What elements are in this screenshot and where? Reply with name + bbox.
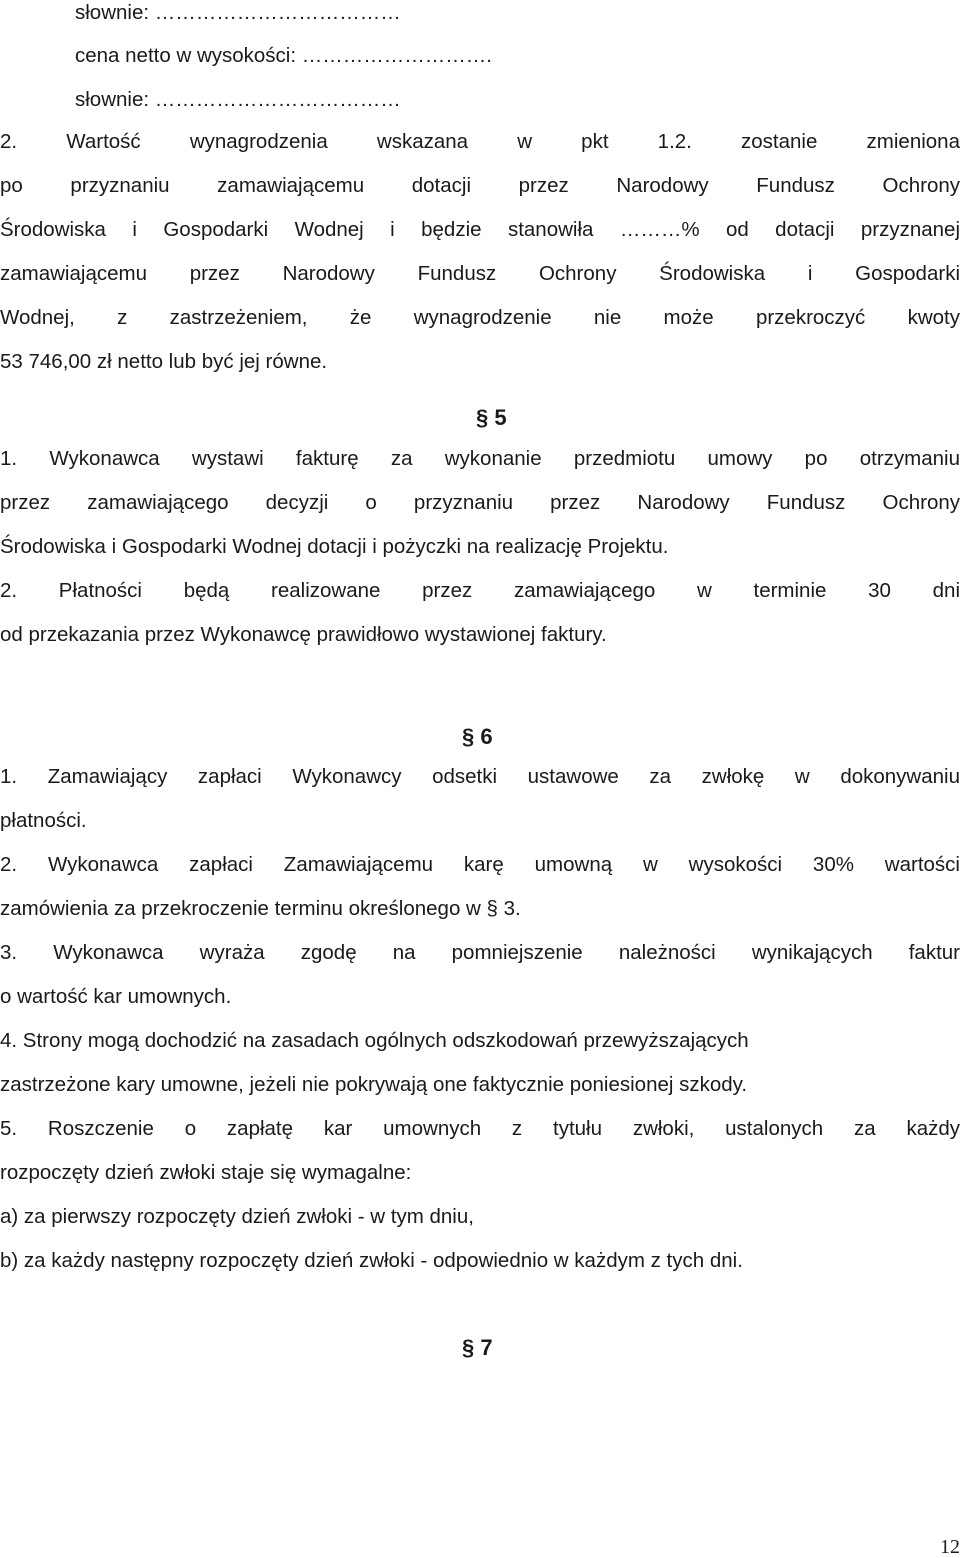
paragraph-line: przez zamawiającego decyzji o przyznaniu przez Narodowy Fundusz Ochrony	[0, 491, 960, 514]
paragraph-line: Wodnej, z zastrzeżeniem, że wynagrodzenie nie może przekroczyć kwoty	[0, 306, 960, 329]
page-number: 12	[940, 1536, 960, 1558]
paragraph-line: 1. Wykonawca wystawi fakturę za wykonanie przedmiotu umowy po otrzymaniu	[0, 447, 960, 470]
paragraph-line: 2. Wartość wynagrodzenia wskazana w pkt 1.2. zostanie zmieniona	[0, 130, 960, 153]
paragraph-line: 3. Wykonawca wyraża zgodę na pomniejszenie należności wynikających faktur	[0, 941, 960, 964]
list-item: b) za każdy następny rozpoczęty dzień zwłoki - odpowiednio w każdym z tych dni.	[0, 1249, 743, 1272]
section-heading: § 5	[476, 405, 507, 430]
paragraph-line: płatności.	[0, 809, 87, 832]
list-item: a) za pierwszy rozpoczęty dzień zwłoki - w tym dniu,	[0, 1205, 474, 1228]
net-price-words-line: słownie: ………………………………	[75, 88, 401, 111]
paragraph-line: zastrzeżone kary umowne, jeżeli nie pokrywają one faktycznie poniesionej szkody.	[0, 1073, 748, 1096]
paragraph-line: o wartość kar umownych.	[0, 985, 232, 1008]
paragraph-line: 2. Płatności będą realizowane przez zamawiającego w terminie 30 dni	[0, 579, 960, 602]
paragraph-line: od przekazania przez Wykonawcę prawidłowo wystawionej faktury.	[0, 623, 607, 646]
section-heading: § 6	[462, 724, 493, 749]
paragraph-line: zamówienia za przekroczenie terminu określonego w § 3.	[0, 897, 521, 920]
paragraph-line: zamawiającemu przez Narodowy Fundusz Ochrony Środowiska i Gospodarki	[0, 262, 960, 285]
net-price-line: cena netto w wysokości: ……………………….	[75, 44, 492, 67]
paragraph-line: Środowiska i Gospodarki Wodnej i będzie stanowiła ………% od dotacji przyznanej	[0, 218, 960, 241]
paragraph-line: 2. Wykonawca zapłaci Zamawiającemu karę umowną w wysokości 30% wartości	[0, 853, 960, 876]
paragraph-line: rozpoczęty dzień zwłoki staje się wymagalne:	[0, 1161, 412, 1184]
paragraph-line: 53 746,00 zł netto lub być jej równe.	[0, 350, 328, 373]
paragraph-line: Środowiska i Gospodarki Wodnej dotacji i pożyczki na realizację Projektu.	[0, 535, 669, 558]
section-heading: § 7	[462, 1335, 493, 1360]
price-words-line: słownie: ………………………………	[75, 1, 401, 24]
paragraph-line: 5. Roszczenie o zapłatę kar umownych z tytułu zwłoki, ustalonych za każdy	[0, 1117, 960, 1140]
paragraph-line: 1. Zamawiający zapłaci Wykonawcy odsetki ustawowe za zwłokę w dokonywaniu	[0, 765, 960, 788]
paragraph-line: 4. Strony mogą dochodzić na zasadach ogólnych odszkodowań przewyższających	[0, 1029, 749, 1052]
paragraph-line: po przyznaniu zamawiającemu dotacji przez Narodowy Fundusz Ochrony	[0, 174, 960, 197]
